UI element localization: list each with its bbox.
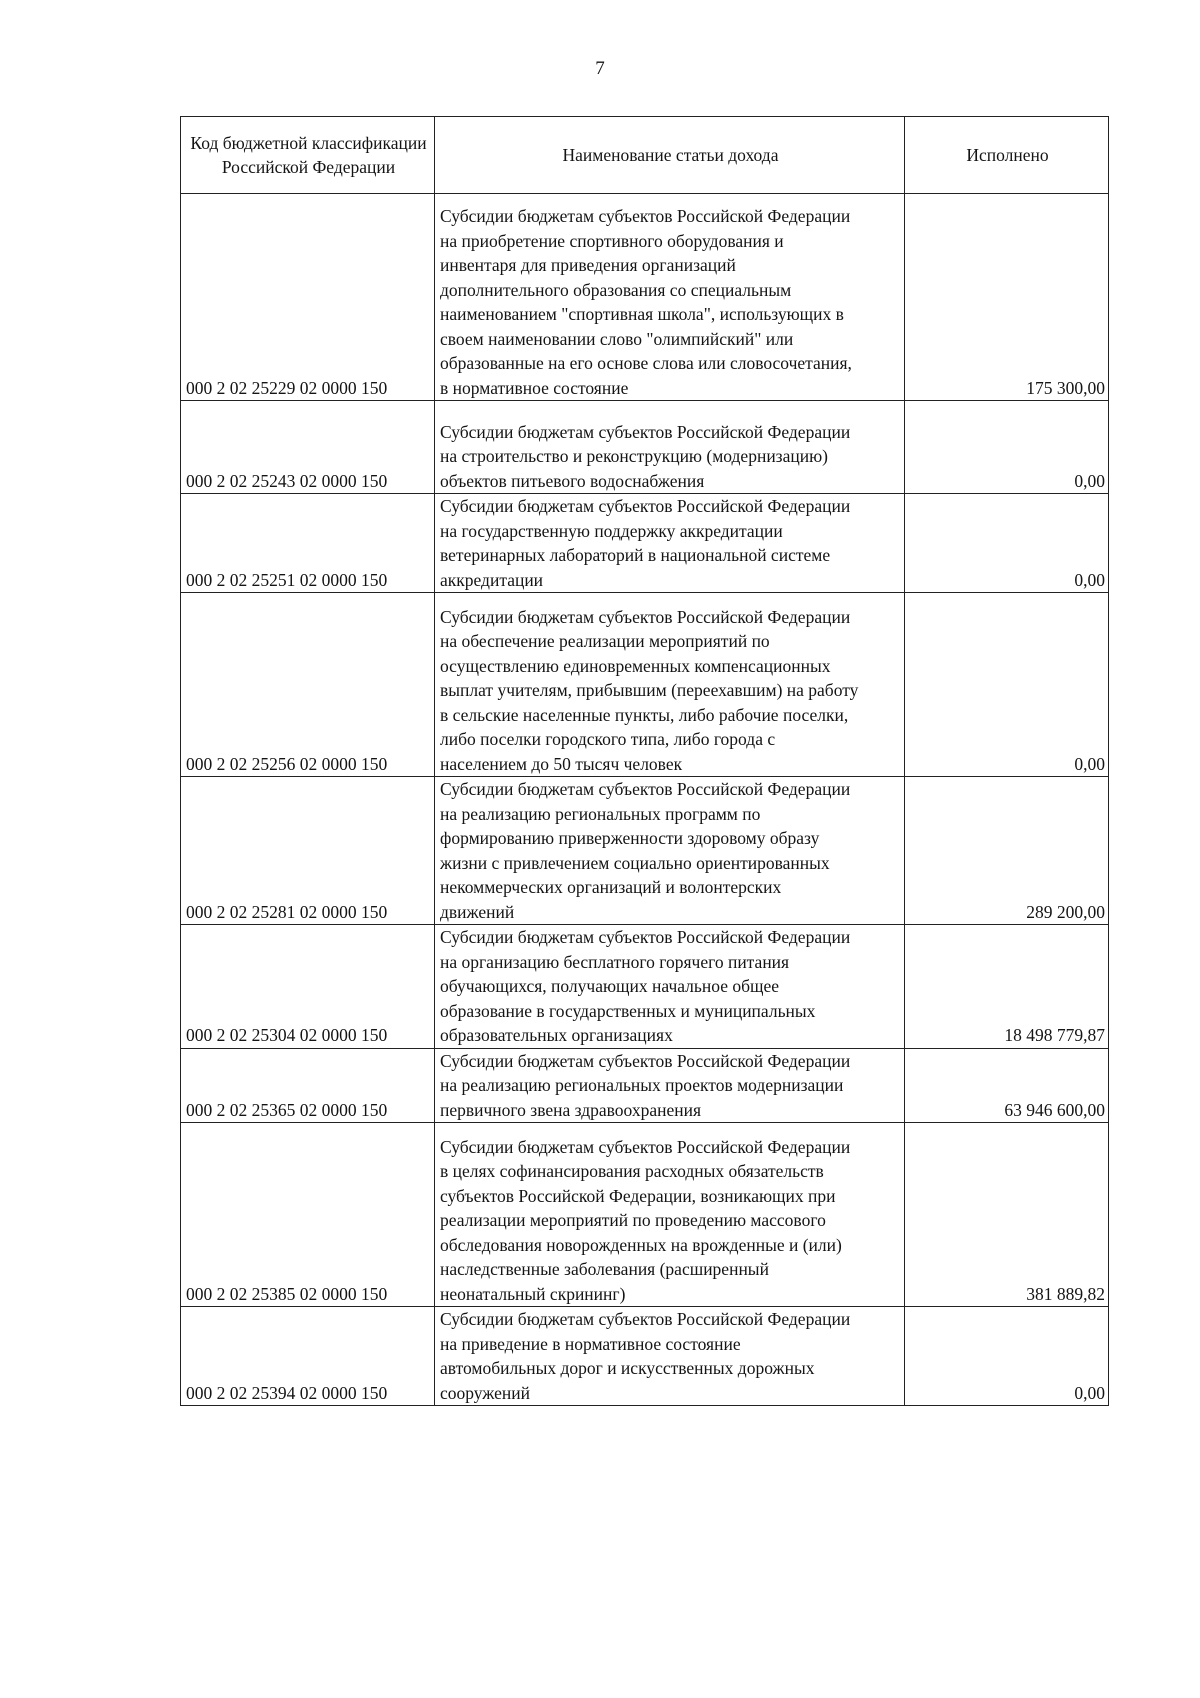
executed-amount-cell: 289 200,00 <box>905 777 1109 925</box>
budget-code-cell: 000 2 02 25229 02 0000 150 <box>181 194 435 401</box>
revenue-name-line: на приведение в нормативное состояние <box>440 1333 741 1354</box>
budget-code-cell: 000 2 02 25281 02 0000 150 <box>181 777 435 925</box>
revenue-name-cell <box>435 1307 905 1406</box>
revenue-name-line: на приобретение спортивного оборудования и <box>440 230 784 251</box>
revenue-name-cell <box>435 593 905 777</box>
revenue-name-line: на организацию бесплатного горячего питания <box>440 951 790 972</box>
revenue-name-line: субъектов Российской Федерации, возникающих при <box>440 1185 836 1206</box>
header-revenue-name: Наименование статьи дохода <box>435 117 905 194</box>
revenue-name-line: Субсидии бюджетам субъектов Российской Федерации <box>440 1309 851 1329</box>
revenue-name-cell <box>435 925 905 1049</box>
budget-code-cell: 000 2 02 25394 02 0000 150 <box>181 1307 435 1406</box>
revenue-name-line: либо поселки городского типа, либо города с <box>440 729 776 749</box>
revenue-name-line: Субсидии бюджетам субъектов Российской Федерации <box>440 206 851 226</box>
budget-code-cell: 000 2 02 25256 02 0000 150 <box>181 593 435 777</box>
table-row <box>181 194 1109 401</box>
budget-code-cell: 000 2 02 25304 02 0000 150 <box>181 925 435 1049</box>
header-executed: Исполнено <box>905 117 1109 194</box>
budget-code-cell: 000 2 02 25365 02 0000 150 <box>181 1048 435 1123</box>
header-budget-code: Код бюджетной классификации Российской Федерации <box>181 117 435 194</box>
table-header-row <box>181 117 1109 194</box>
revenue-name-line: обследования новорожденных на врожденные и (или) <box>440 1234 842 1255</box>
revenue-name-line: наименованием "спортивная школа", использующих в <box>440 304 844 324</box>
revenue-name-line: дополнительного образования со специальным <box>440 279 792 300</box>
revenue-name-line: инвентаря для приведения организаций <box>440 255 736 275</box>
revenue-name-line: автомобильных дорог и искусственных дорожных <box>440 1358 815 1378</box>
revenue-name-line: на реализацию региональных программ по <box>440 803 761 824</box>
executed-amount-cell: 0,00 <box>905 593 1109 777</box>
revenue-name-line: обучающихся, получающих начальное общее <box>440 976 780 996</box>
revenue-name-line: Субсидии бюджетам субъектов Российской Федерации <box>440 1050 851 1071</box>
revenue-name-line: Субсидии бюджетам субъектов Российской Федерации <box>440 927 851 947</box>
revenue-name-line: наследственные заболевания (расширенный <box>440 1259 769 1279</box>
revenue-name-line: образованные на его основе слова или словосочетания, <box>440 353 852 373</box>
table-row <box>181 1307 1109 1406</box>
revenue-name-line: выплат учителям, прибывшим (переехавшим) на работу <box>440 680 859 700</box>
revenue-table <box>180 116 1109 1406</box>
revenue-name-cell <box>435 401 905 494</box>
revenue-name-cell <box>435 1123 905 1307</box>
revenue-name-line: Субсидии бюджетам субъектов Российской Федерации <box>440 1136 851 1157</box>
revenue-name-line: Субсидии бюджетам субъектов Российской Федерации <box>440 421 851 442</box>
revenue-name-line: объектов питьевого водоснабжения <box>440 470 705 491</box>
revenue-name-line: ветеринарных лабораторий в национальной системе <box>440 545 831 565</box>
revenue-name-line: сооружений <box>440 1382 531 1403</box>
page-number: 7 <box>595 58 605 79</box>
executed-amount-cell: 381 889,82 <box>905 1123 1109 1307</box>
revenue-name-cell <box>435 194 905 401</box>
budget-code-cell: 000 2 02 25243 02 0000 150 <box>181 401 435 494</box>
revenue-name-line: Субсидии бюджетам субъектов Российской Федерации <box>440 779 851 799</box>
revenue-name-line: образовательных организациях <box>440 1025 673 1045</box>
revenue-name-line: на реализацию региональных проектов модернизации <box>440 1075 844 1095</box>
revenue-name-line: движений <box>440 901 515 922</box>
revenue-name-cell <box>435 1048 905 1123</box>
table-row <box>181 925 1109 1049</box>
table-row <box>181 1123 1109 1307</box>
revenue-name-line: на государственную поддержку аккредитации <box>440 520 783 541</box>
executed-amount-cell: 0,00 <box>905 494 1109 593</box>
table-row <box>181 1048 1109 1123</box>
table-row <box>181 494 1109 593</box>
revenue-name-line: в сельские населенные пункты, либо рабочие поселки, <box>440 704 849 725</box>
revenue-name-line: Субсидии бюджетам субъектов Российской Федерации <box>440 606 851 627</box>
table-row <box>181 777 1109 925</box>
revenue-name-line: реализации мероприятий по проведению массового <box>440 1210 826 1230</box>
table-row <box>181 593 1109 777</box>
revenue-name-line: формированию приверженности здоровому образу <box>440 828 820 848</box>
budget-code-cell: 000 2 02 25251 02 0000 150 <box>181 494 435 593</box>
executed-amount-cell: 175 300,00 <box>905 194 1109 401</box>
revenue-name-line: Субсидии бюджетам субъектов Российской Федерации <box>440 496 851 516</box>
table-row <box>181 401 1109 494</box>
revenue-name-line: некоммерческих организаций и волонтерских <box>440 877 782 897</box>
executed-amount-cell: 0,00 <box>905 1307 1109 1406</box>
revenue-name-line: неонатальный скрининг) <box>440 1283 626 1304</box>
revenue-name-cell <box>435 777 905 925</box>
revenue-name-line: на строительство и реконструкцию (модернизацию) <box>440 446 828 466</box>
revenue-name-line: в целях софинансирования расходных обязательств <box>440 1161 824 1181</box>
revenue-name-line: жизни с привлечением социально ориентированных <box>440 852 830 873</box>
executed-amount-cell: 63 946 600,00 <box>905 1048 1109 1123</box>
revenue-name-line: в нормативное состояние <box>440 377 629 398</box>
executed-amount-cell: 0,00 <box>905 401 1109 494</box>
revenue-name-line: первичного звена здравоохранения <box>440 1099 702 1120</box>
revenue-name-line: аккредитации <box>440 569 544 590</box>
revenue-name-cell <box>435 494 905 593</box>
executed-amount-cell: 18 498 779,87 <box>905 925 1109 1049</box>
revenue-name-line: на обеспечение реализации мероприятий по <box>440 631 770 651</box>
budget-code-cell: 000 2 02 25385 02 0000 150 <box>181 1123 435 1307</box>
revenue-name-line: осуществлению единовременных компенсационных <box>440 655 831 676</box>
revenue-name-line: своем наименовании слово "олимпийский" или <box>440 328 794 349</box>
table-body <box>181 194 1109 1406</box>
revenue-name-line: населением до 50 тысяч человек <box>440 753 683 774</box>
revenue-name-line: образование в государственных и муниципальных <box>440 1000 816 1021</box>
